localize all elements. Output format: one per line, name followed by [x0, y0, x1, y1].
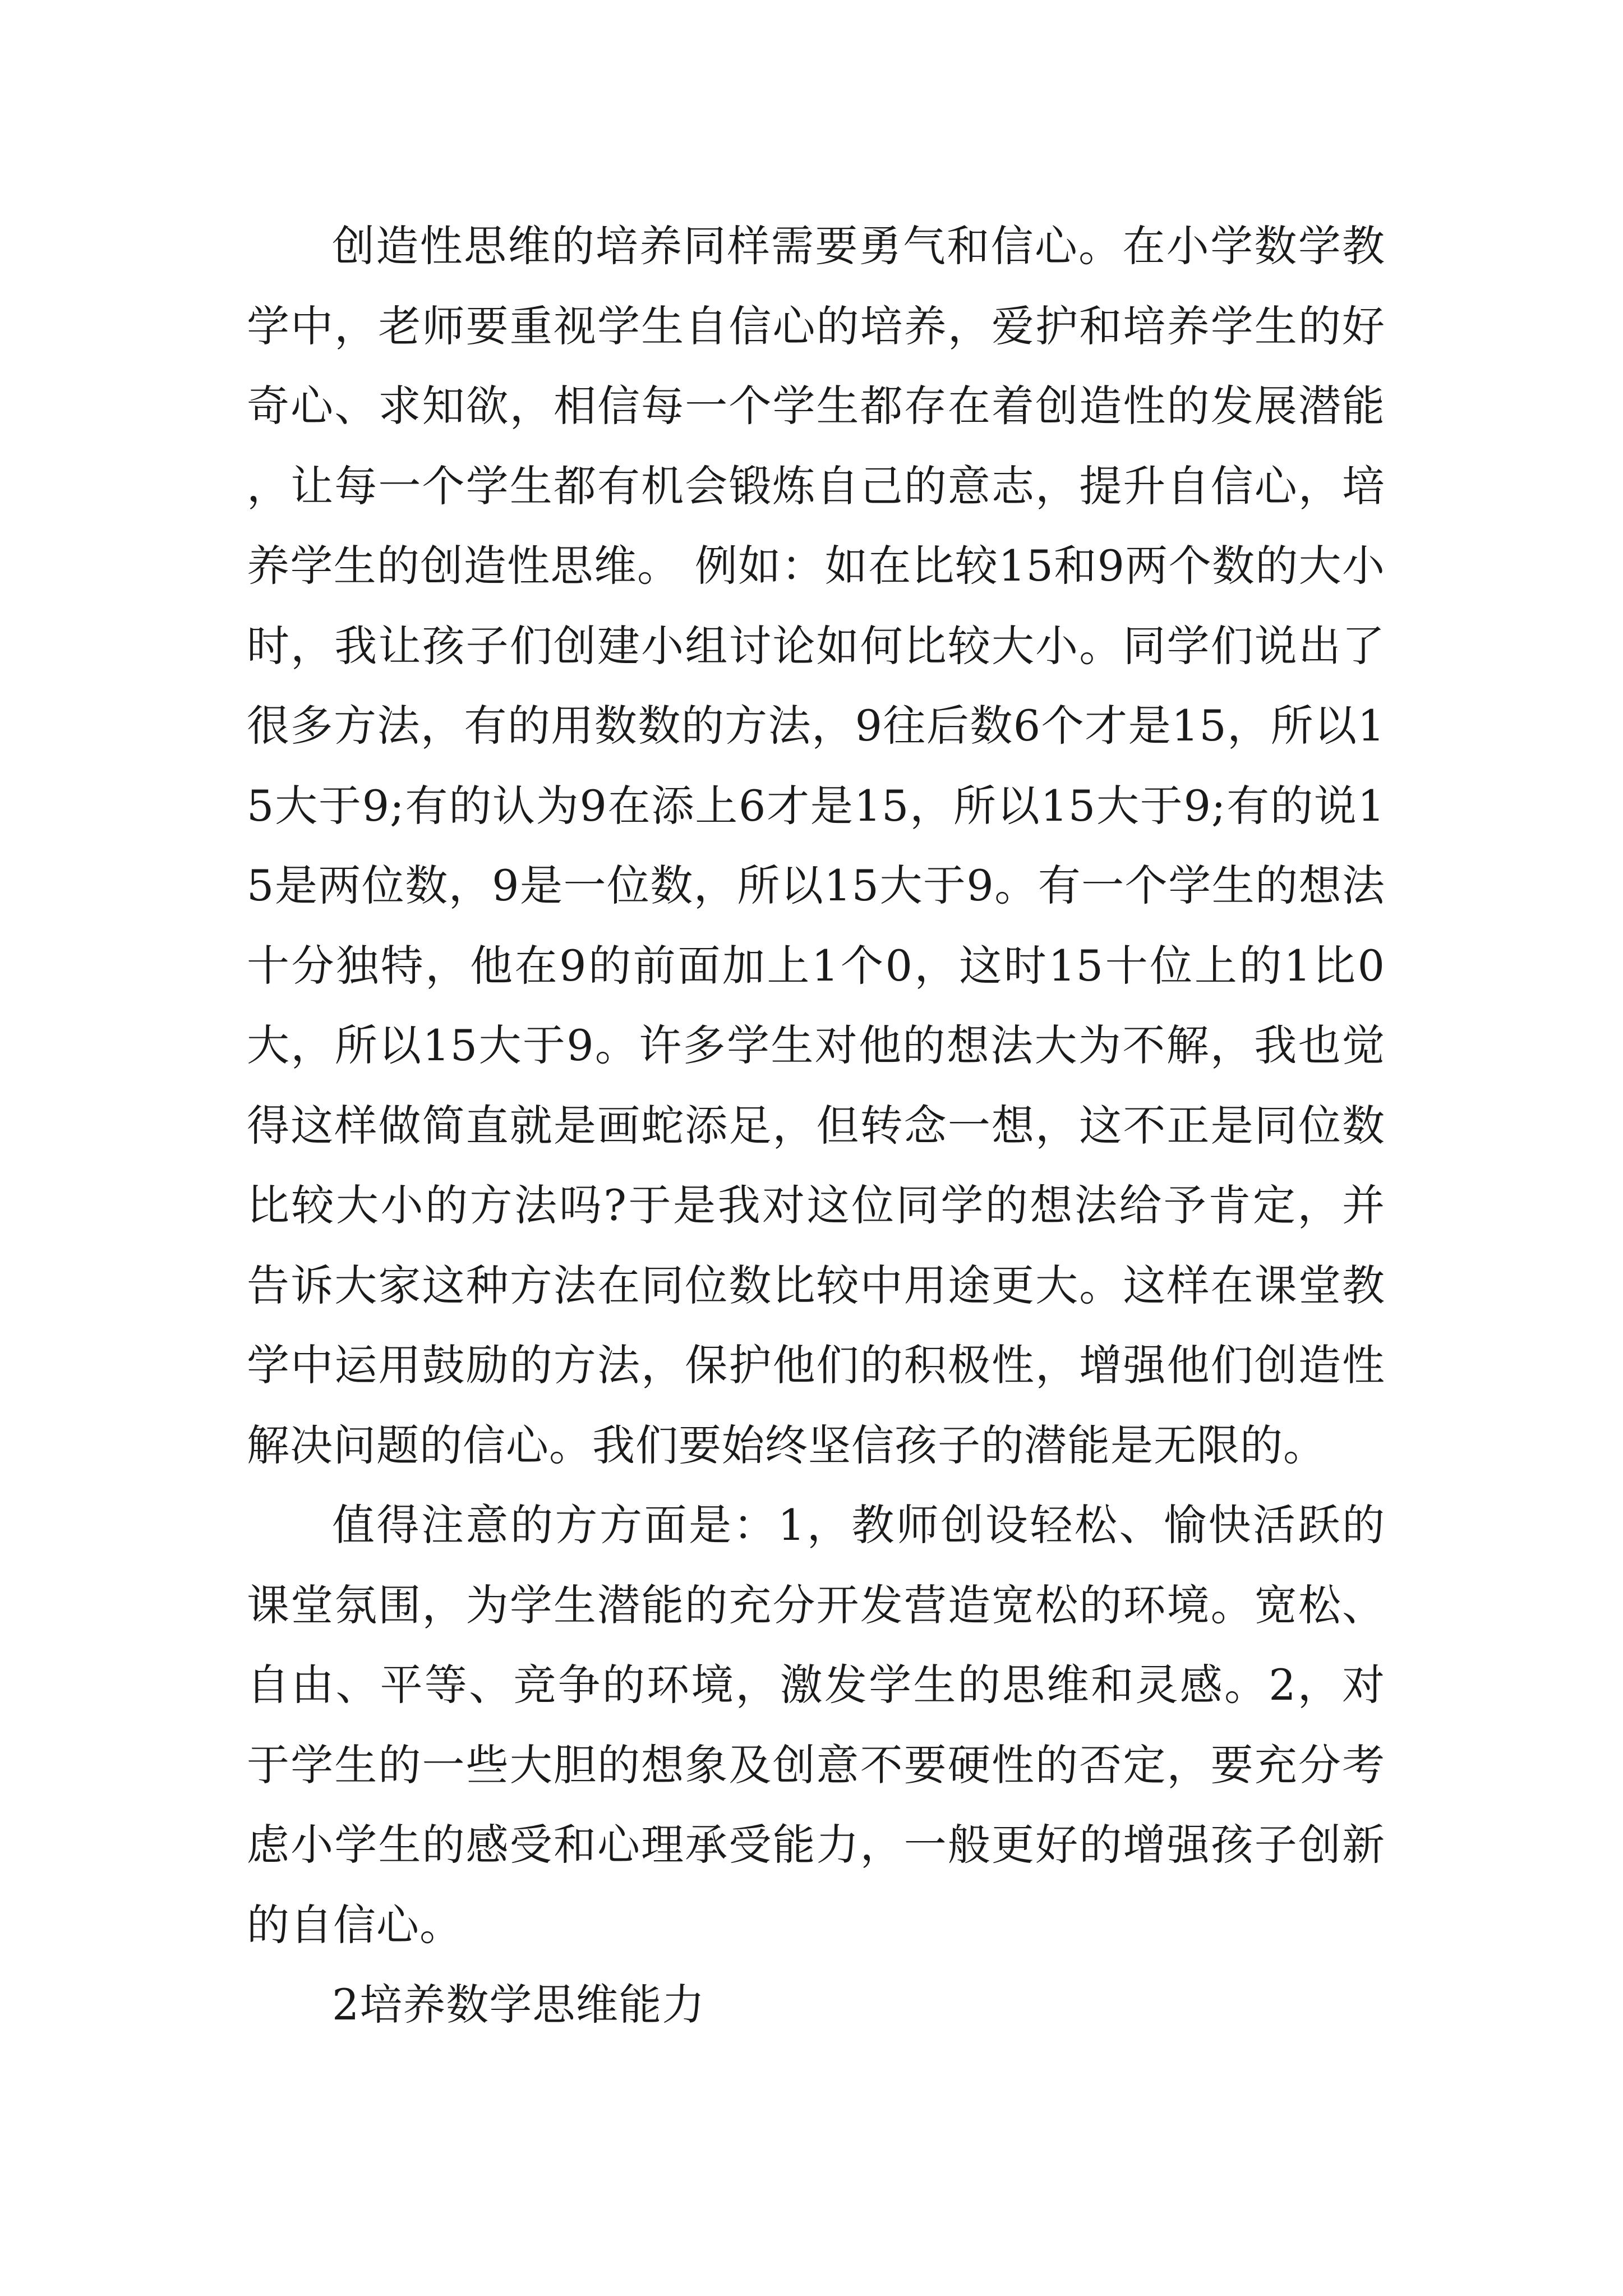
- document-body: [247, 206, 1385, 2045]
- paragraph-creative-thinking: 创造性思维的培养同样需要勇气和信心。在小学数学教学中，老师要重视学生自信心的培养，爱护和培养学生的好奇心、求知欲，相信每一个学生都存在着创造性的发展潜能，让每一个学生都有机会锻炼自己的意志，提升自信心，培养学生的创造性思维。 例如：如在比较15和9两个数的大小时，我让孩子们创建小组讨论如何比较大小。同学们说出了很多方法，有的用数数的方法，9往后数6个才是15，所以15大于9;有的认为9在添上6才是15，所以15大于9;有的说15是两位数，9是一位数，所以15大于9。有一个学生的想法十分独特，他在9的前面加上1个0，这时15十位上的1比0大，所以15大于9。许多学生对他的想法大为不解，我也觉得这样做简直就是画蛇添足，但转念一想，这不正是同位数比较大小的方法吗?于是我对这位同学的想法给予肯定，并告诉大家这种方法在同位数比较中用途更大。这样在课堂教学中运用鼓励的方法，保护他们的积极性，增强他们创造性解决问题的信心。我们要始终坚信孩子的潜能是无限的。: [247, 221, 1385, 1470]
- section-heading: 2培养数学思维能力: [332, 1980, 706, 2030]
- paragraph-notes: 值得注意的方方面是：1，教师创设轻松、愉快活跃的课堂氛围，为学生潜能的充分开发营造宽松的环境。宽松、自由、平等、竞争的环境，激发学生的思维和灵感。2，对于学生的一些大胆的想象及创意不要硬性的否定，要充分考虑小学生的感受和心理承受能力，一般更好的增强孩子创新的自信心。: [247, 1500, 1385, 1950]
